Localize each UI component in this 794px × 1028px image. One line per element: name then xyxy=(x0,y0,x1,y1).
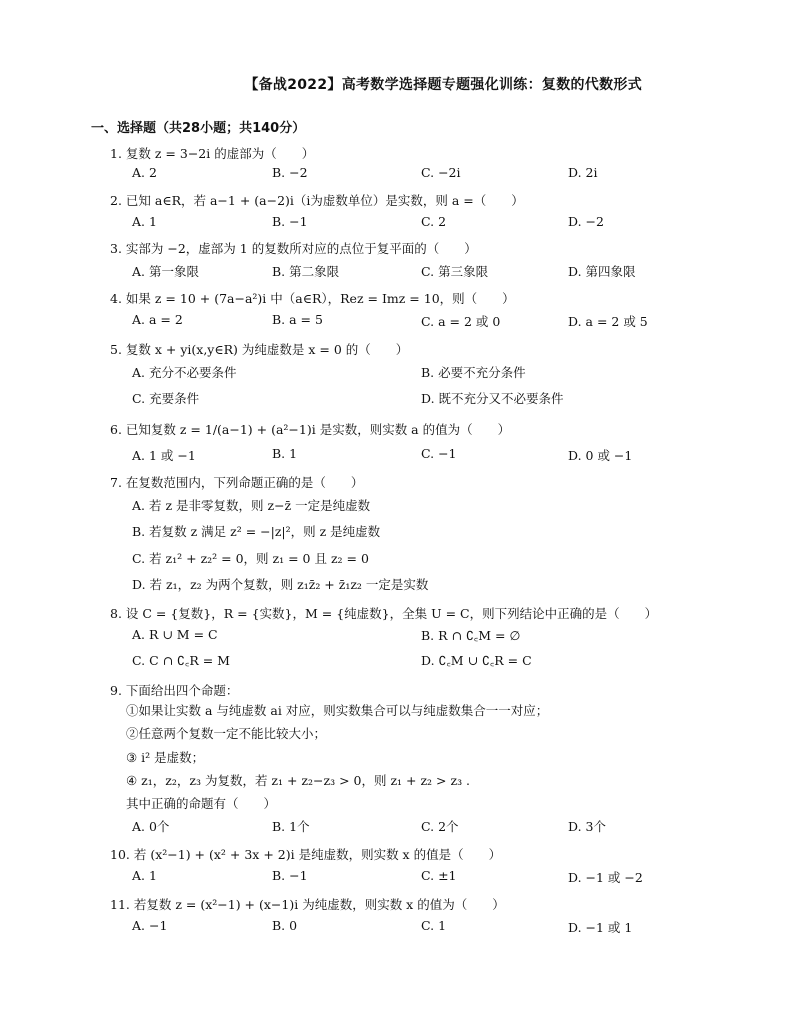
option-d: D. −1 或 −2 xyxy=(568,870,643,885)
option-c: C. C ∩ ∁꜀R = M xyxy=(132,653,230,668)
option-a: A. −1 xyxy=(132,918,168,933)
option-b: B. 第二象限 xyxy=(272,264,340,279)
option-d: D. a = 2 或 5 xyxy=(568,314,648,329)
option-a: A. 1 xyxy=(132,214,157,229)
option-c: C. 充要条件 xyxy=(132,391,200,406)
option-b: B. −1 xyxy=(272,214,308,229)
option-b: B. −1 xyxy=(272,868,308,883)
option-d: D. ∁꜀M ∪ ∁꜀R = C xyxy=(421,653,532,668)
option-a: A. 第一象限 xyxy=(132,264,199,279)
option-a: A. 2 xyxy=(132,165,157,180)
question-stem: 4. 如果 z = 10 + (7a−a²)i 中（a∈R），Rez = Imz = 10，则（ ） xyxy=(110,291,515,306)
option-d: D. 既不充分又不必要条件 xyxy=(421,391,564,406)
option-c: C. 2个 xyxy=(421,819,459,834)
option-b: B. 若复数 z 满足 z² = −|z|²，则 z 是纯虚数 xyxy=(132,524,381,539)
option-b: B. 1个 xyxy=(272,819,310,834)
option-b: B. R ∩ ∁꜀M = ∅ xyxy=(421,628,521,643)
question-stem: 9. 下面给出四个命题： xyxy=(110,683,239,698)
question-stem: 10. 若 (x²−1) + (x² + 3x + 2)i 是纯虚数，则实数 x 的值是（ ） xyxy=(110,847,502,862)
option-c: C. 若 z₁² + z₂² = 0，则 z₁ = 0 且 z₂ = 0 xyxy=(132,551,369,566)
option-c: C. a = 2 或 0 xyxy=(421,314,501,329)
statement-1: ①如果让实数 a 与纯虚数 ai 对应，则实数集合可以与纯虚数集合一一对应； xyxy=(126,703,549,718)
option-a: A. R ∪ M = C xyxy=(132,627,218,642)
option-c: C. 2 xyxy=(421,214,447,229)
statement-prompt: 其中正确的命题有（ ） xyxy=(126,796,277,811)
option-c: C. −2i xyxy=(421,165,461,180)
option-a: A. 充分不必要条件 xyxy=(132,365,237,380)
question-stem: 11. 若复数 z = (x²−1) + (x−1)i 为纯虚数，则实数 x 的值为（ ） xyxy=(110,897,505,912)
statement-3: ③ i² 是虚数； xyxy=(126,750,205,765)
question-stem: 7. 在复数范围内，下列命题正确的是（ ） xyxy=(110,475,364,490)
question-stem: 1. 复数 z = 3−2i 的虚部为（ ） xyxy=(110,146,315,161)
option-d: D. 2i xyxy=(568,165,598,180)
option-b: B. −2 xyxy=(272,165,308,180)
question-stem: 8. 设 C = {复数}，R = {实数}，M = {纯虚数}，全集 U = C，则下列结论中正确的是（ ） xyxy=(110,606,658,621)
option-c: C. −1 xyxy=(421,446,457,461)
option-d: D. 3个 xyxy=(568,819,606,834)
question-stem: 2. 已知 a∈R，若 a−1 + (a−2)i（i为虚数单位）是实数，则 a =（ ） xyxy=(110,193,524,208)
option-a: A. a = 2 xyxy=(132,312,183,327)
option-c: C. 1 xyxy=(421,918,447,933)
option-c: C. ±1 xyxy=(421,868,457,883)
option-b: B. a = 5 xyxy=(272,312,323,327)
question-stem: 6. 已知复数 z = 1/(a−1) + (a²−1)i 是实数，则实数 a 的值为（ ） xyxy=(110,422,511,437)
option-c: C. 第三象限 xyxy=(421,264,489,279)
option-b: B. 必要不充分条件 xyxy=(421,365,526,380)
statement-2: ②任意两个复数一定不能比较大小； xyxy=(126,726,327,741)
option-b: B. 0 xyxy=(272,918,298,933)
option-a: A. 1 xyxy=(132,868,157,883)
document-title: 【备战2022】高考数学选择题专题强化训练：复数的代数形式 xyxy=(244,77,642,93)
question-stem: 5. 复数 x + yi(x,y∈R) 为纯虚数是 x = 0 的（ ） xyxy=(110,342,409,357)
option-d: D. 0 或 −1 xyxy=(568,448,633,463)
option-a: A. 0个 xyxy=(132,819,170,834)
statement-4: ④ z₁，z₂，z₃ 为复数，若 z₁ + z₂−z₃ > 0，则 z₁ + z₂ > z₃ . xyxy=(126,773,471,788)
option-a: A. 1 或 −1 xyxy=(132,448,196,463)
option-d: D. 第四象限 xyxy=(568,264,636,279)
option-a: A. 若 z 是非零复数，则 z−z̄ 一定是纯虚数 xyxy=(132,498,371,513)
question-stem: 3. 实部为 −2，虚部为 1 的复数所对应的点位于复平面的（ ） xyxy=(110,241,477,256)
option-d: D. 若 z₁，z₂ 为两个复数，则 z₁z̄₂ + z̄₁z₂ 一定是实数 xyxy=(132,577,429,592)
option-b: B. 1 xyxy=(272,446,298,461)
section-heading: 一、选择题（共28小题；共140分） xyxy=(91,121,306,136)
option-d: D. −2 xyxy=(568,214,604,229)
option-d: D. −1 或 1 xyxy=(568,920,633,935)
